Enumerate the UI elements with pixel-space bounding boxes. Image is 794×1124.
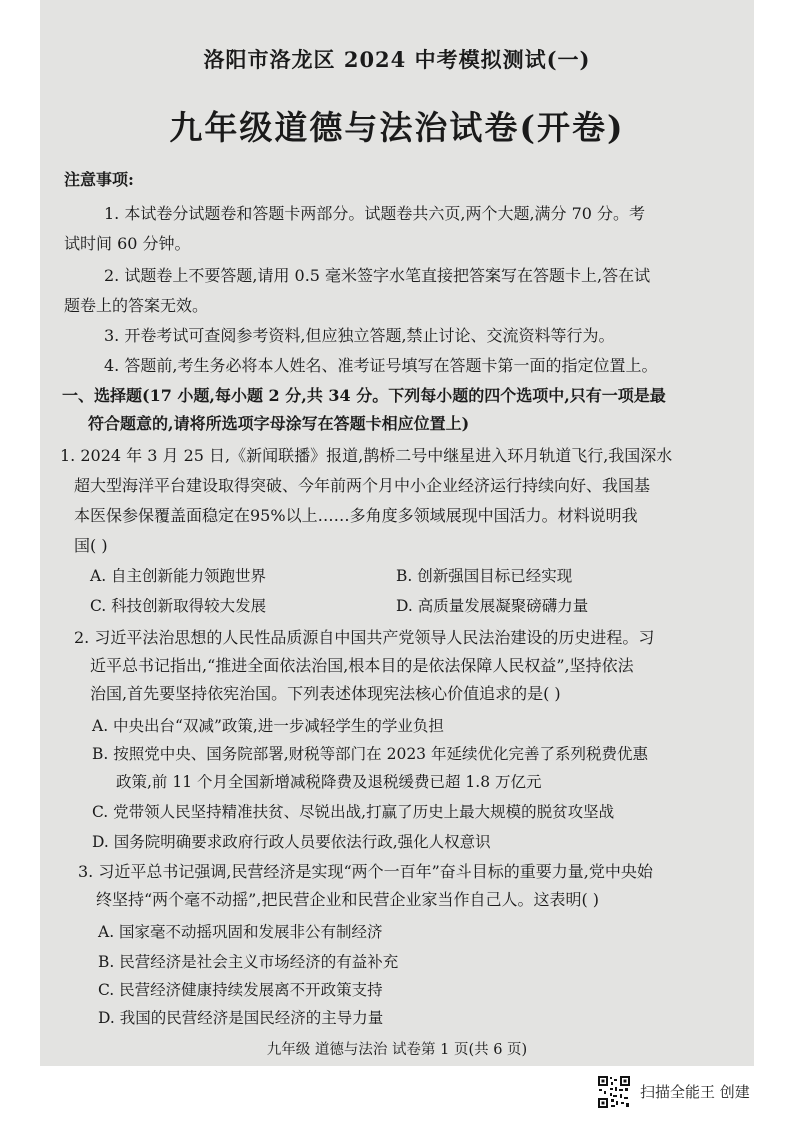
question-2-stem: 2. 习近平法治思想的人民性品质源自中国共产党领导人民法治建设的历史进程。习	[74, 628, 655, 647]
question-1-stem: 国( )	[74, 536, 108, 555]
notice-line: 3. 开卷考试可查阅参考资料,但应独立答题,禁止讨论、交流资料等行为。	[104, 326, 615, 345]
question-3-option-d: D. 我国的民营经济是国民经济的主导力量	[98, 1009, 384, 1027]
question-1-option-d: D. 高质量发展凝聚磅礴力量	[396, 597, 589, 615]
notice-line: 题卷上的答案无效。	[64, 296, 209, 315]
question-3-option-c: C. 民营经济健康持续发展离不开政策支持	[98, 981, 383, 999]
question-2-option-a: A. 中央出台“双减”政策,进一步减轻学生的学业负担	[92, 717, 444, 735]
section-heading-cont: 符合题意的,请将所选项字母涂写在答题卡相应位置上)	[88, 414, 470, 433]
question-1-stem: 超大型海洋平台建设取得突破、今年前两个月中小企业经济运行持续向好、我国基	[74, 476, 651, 495]
question-2-option-b-cont: 政策,前 11 个月全国新增减税降费及退税缓费已超 1.8 万亿元	[116, 773, 542, 791]
notice-line: 2. 试题卷上不要答题,请用 0.5 毫米签字水笔直接把答案写在答题卡上,答在试	[104, 266, 651, 285]
notice-line: 试时间 60 分钟。	[64, 234, 191, 253]
qr-code-icon	[597, 1075, 631, 1109]
question-3-option-b: B. 民营经济是社会主义市场经济的有益补充	[98, 953, 399, 971]
page-footer: 九年级 道德与法治 试卷第 1 页(共 6 页)	[266, 1042, 528, 1058]
question-1-stem: 1. 2024 年 3 月 25 日,《新闻联播》报道,鹊桥二号中继星进入环月轨道飞行,我国深水	[60, 446, 673, 465]
question-1-option-c: C. 科技创新取得较大发展	[90, 597, 267, 615]
page-content	[40, 0, 754, 1066]
exam-page	[40, 0, 754, 1066]
question-2-option-b: B. 按照党中央、国务院部署,财税等部门在 2023 年延续优化完善了系列税费优惠	[92, 745, 648, 763]
question-3-stem: 3. 习近平总书记强调,民营经济是实现“两个一百年”奋斗目标的重要力量,党中央始	[78, 862, 653, 881]
section-heading: 一、选择题(17 小题,每小题 2 分,共 34 分。下列每小题的四个选项中,只有一项是最	[62, 386, 666, 405]
question-2-option-d: D. 国务院明确要求政府行政人员要依法行政,强化人权意识	[92, 833, 491, 851]
question-2-stem: 治国,首先要坚持依宪治国。下列表述体现宪法核心价值追求的是( )	[90, 684, 561, 703]
question-3-option-a: A. 国家毫不动摇巩固和发展非公有制经济	[98, 923, 383, 941]
question-2-stem: 近平总书记指出,“推进全面依法治国,根本目的是依法保障人民权益”,坚持依法	[90, 656, 634, 675]
notice-line: 4. 答题前,考生务必将本人姓名、准考证号填写在答题卡第一面的指定位置上。	[104, 356, 658, 375]
question-3-stem: 终坚持“两个毫不动摇”,把民营企业和民营企业家当作自己人。这表明( )	[96, 890, 600, 909]
exam-subtitle: 九年级道德与法治试卷(开卷)	[169, 108, 625, 147]
question-1-option-b: B. 创新强国目标已经实现	[396, 567, 573, 585]
question-1-stem: 本医保参保覆盖面稳定在95%以上……多角度多领域展现中国活力。材料说明我	[74, 506, 638, 525]
question-2-option-c: C. 党带领人民坚持精准扶贫、尽锐出战,打赢了历史上最大规模的脱贫攻坚战	[92, 803, 615, 821]
question-1-option-a: A. 自主创新能力领跑世界	[90, 567, 267, 585]
notice-heading: 注意事项:	[64, 170, 134, 189]
notice-line: 1. 本试卷分试题卷和答题卡两部分。试题卷共六页,两个大题,满分 70 分。考	[104, 204, 646, 223]
scanner-watermark-label: 扫描全能王 创建	[640, 1083, 750, 1101]
exam-title: 洛阳市洛龙区 2024 中考模拟测试(一)	[203, 47, 591, 72]
